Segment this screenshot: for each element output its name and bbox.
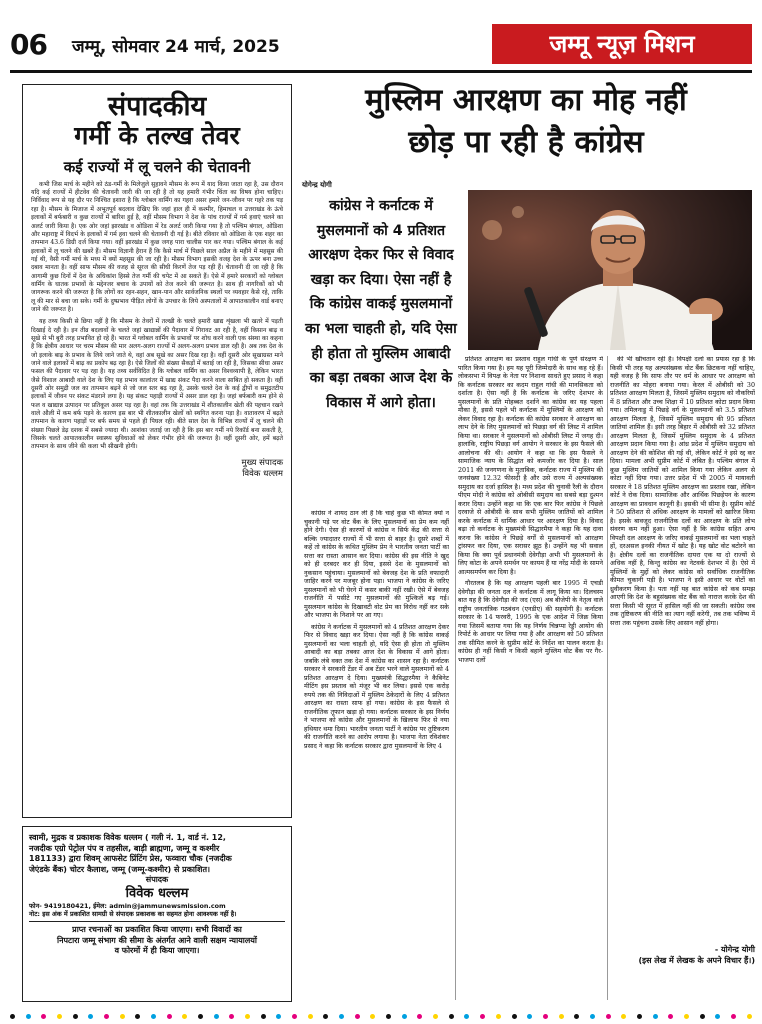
- registration-dot: [182, 1014, 187, 1019]
- registration-dot: [26, 1014, 31, 1019]
- registration-dot: [449, 1014, 454, 1019]
- registration-dot: [214, 1014, 219, 1019]
- registration-dot: [88, 1014, 93, 1019]
- registration-dot: [276, 1014, 281, 1019]
- registration-dot: [41, 1014, 46, 1019]
- article-column-2: [458, 356, 603, 1000]
- imprint-box: [22, 826, 292, 1002]
- photo-illustration: [468, 190, 752, 350]
- registration-dot: [402, 1014, 407, 1019]
- speaker-photo: [468, 190, 752, 350]
- editorial-body: [31, 181, 283, 452]
- registration-dot: [700, 1014, 705, 1019]
- imprint-divider: [29, 921, 285, 922]
- pull-quote: [302, 194, 460, 498]
- page-header: [10, 10, 752, 66]
- registration-dot: [527, 1014, 532, 1019]
- registration-dot: [417, 1014, 422, 1019]
- signature-role: मुख्य संपादक: [241, 457, 283, 468]
- column-divider: [455, 500, 456, 1000]
- registration-dot: [135, 1014, 140, 1019]
- header-rule: [10, 70, 752, 73]
- author-name: - योगेन्द्र योगी: [714, 945, 755, 954]
- imprint-line: जेएंडके बैंक) चोटर कैलाश, जम्मू (जम्मू-कश्मीर) से प्रकाशित।: [29, 864, 211, 874]
- registration-dot: [198, 1014, 203, 1019]
- edition-date: जम्मू, सोमवार 24 मार्च, 2025: [72, 37, 280, 57]
- article-paragraph: कांग्रेस ने शायद ठान ली है कि चाहे कुछ भी कीमत क्यों न चुकानी पड़े पर वोट बैंक के लिए मुसलमानों का प्रेम कम नहीं होने देगी। ऐसा ही कारणों से कांग्रेस न सिर्फ केंद्र की सत्ता से बल्कि ज्यादातर राज्यों में भी सत्ता से बाहर है। दूसरे शब्दों में कहें तो कांग्रेस के कथित मुस्लिम प्रेम ने भारतीय जनता पार्टी का सत्ता का रास्ता आसान कर दिया। कांग्रेस की इस नीति ने खुद को ही दरबदर कर ही दिया, इससे देश के मुसलमानों को नुकसान पहुंचाया। मुसलमानों को बेवजह देश के प्रति वफादारी जाहिर करने पर मजबूर होना पड़ा। भाजपा ने कांग्रेस के जरिए मुसलमानों को भी घेरने में कसर बाकी नहीं रखी। ऐसे में बेवजह राजनीति में पसीटे गए मुसलमानों की मुश्किलें बढ़ गई। मुसलमान कांग्रेस के दिखावटी वोट प्रेम का विरोध नहीं कर सके और भाजपा के निशाने पर आ गए।: [304, 510, 449, 619]
- editorial-section-title: संपादकीय: [107, 91, 207, 122]
- editorial-signature: [31, 458, 283, 480]
- registration-dot: [464, 1014, 469, 1019]
- masthead-brand: जम्मू न्यूज़ मिशन: [492, 24, 752, 64]
- registration-dot: [512, 1014, 517, 1019]
- registration-dot: [637, 1014, 642, 1019]
- editorial-box: [22, 84, 292, 818]
- registration-dot: [151, 1014, 156, 1019]
- registration-dot: [731, 1014, 736, 1019]
- registration-dot: [292, 1014, 297, 1019]
- pull-quote-text: कांग्रेस ने कर्नाटक में मुसलमानों को 4 प्रतिशत आरक्षण देकर फिर से विवाद खड़ा कर दिया। ऐसा नहीं है कि कांग्रेस वाकई मुसलमानों का भला चाहती हो, यदि ऐसा ही होता तो मुस्लिम आबादी का बड़ा तबका आज देश के विकास में आगे होता।: [305, 198, 457, 411]
- signature-name: विवेक धल्लम: [242, 468, 283, 479]
- registration-dot: [57, 1014, 62, 1019]
- imprint-line: 181133) द्वारा शिवम् आफसेट प्रिंटिंग प्रेस, फव्वारा चौक (नजदीक: [29, 854, 232, 863]
- registration-dot: [339, 1014, 344, 1019]
- article-byline: योगेन्द्र योगी: [302, 181, 332, 189]
- registration-dot: [480, 1014, 485, 1019]
- article-headline: [300, 80, 752, 164]
- article-paragraph: की भी खींचतान रही है। विपक्षी दलों का प्रयास रहा है कि किसी भी तरह यह अल्पसंख्यक वोट बैंक छिटकना नहीं चाहिए, यही वजह है कि साफ तौर पर धर्म के आधार पर आरक्षण को राजनीति का मोहरा बनाया गया। केरल में ओबीसी को 30 प्रतिशत आरक्षण मिलता है, जिसमें मुस्लिम समुदाय को नौकरियों में 8 प्रतिशत और उच्च शिक्षा में 10 प्रतिशत कोटा प्रदान किया गया। तमिलनाडु में पिछड़े वर्ग के मुसलमानों को 3.5 प्रतिशत आरक्षण मिलता है, जिसमें मुस्लिम समुदाय की 95 प्रतिशत जातियां शामिल हैं। इसी तरह बिहार में ओबीसी को 32 प्रतिशत आरक्षण मिलता है, जिसमें मुस्लिम समुदाय के 4 प्रतिशत आरक्षण प्रदान किया गया है। आंध्र प्रदेश में मुस्लिम समुदाय को आरक्षण देने की कोशिश की गई थी, लेकिन कोर्ट ने इसे रद्द कर दिया। मामला अभी सुप्रीम कोर्ट में लंबित है। पश्चिम बंगाल में कुछ मुस्लिम जातियों को शामिल किया गया लेकिन अलग से कोटा नहीं दिया गया। उत्तर प्रदेश में भी 2005 में मायावती सरकार ने 18 प्रतिशत मुस्लिम आरक्षण का प्रस्ताव रखा, लेकिन कोर्ट ने रोक दिया। सामाजिक और आर्थिक पिछड़ेपन के कारण आरक्षण का प्रावधान कानूनी है। इसकी भी सीमा है। सुप्रीम कोर्ट ने 50 प्रतिशत से अधिक आरक्षण के मामलों को खारिज किया है। इसके बावजूद राजनीतिक दलों का आरक्षण के प्रति लोभ संवरण कम नहीं हुआ। ऐसा नहीं है कि कांग्रेस सहित अन्य विपक्षी दल आरक्षण के जरिए वाकई मुसलमानों का भला चाहते हों, दरअसल इनकी नीयत में खोट है। यह खोट वोट बटोरने का है। क्षेत्रीय दलों का राजनीतिक दायरा एक या दो राज्यों से अधिक नहीं है, किन्तु कांग्रेस का नेटवर्क देशभर में है। ऐसे में मुस्लिमों के मुद्दों को लेकर कांग्रेस को सर्वाधिक राजनीतिक कीमत चुकानी पड़ी है। भाजपा ने इसी आधार पर वोटों का ध्रुवीकरण किया है। पता नहीं यह बात कांग्रेस को कब समझ आएगी कि देश के बहुसंख्यक वोट बैंक को नाराज करके देश की सत्ता किसी भी सूरत में हासिल नहीं की जा सकती। कांग्रेस जब तक तुष्टिकरण की नीति का त्याग नहीं करेगी, तब तक भविष्य में सत्ता तक पहुंचना उसके लिए आसान नहीं होगा।: [610, 356, 755, 627]
- page-number: 06: [10, 28, 47, 61]
- registration-dot: [261, 1014, 266, 1019]
- registration-dot: [104, 1014, 109, 1019]
- imprint-line: नजदीक एग्रो पेट्रोल पंप व तहसील, बाड़ी ब्राह्मणा, जम्मू व कश्मीर: [29, 843, 220, 853]
- author-note: (इस लेख में लेखक के अपने विचार हैं।): [638, 956, 755, 965]
- imprint-disclaimer: निपटारा जम्मू संभाग की सीमा के अंतर्गत आने वाली सक्षम न्यायालयों: [57, 935, 257, 945]
- headline-line: छोड़ पा रही है कांग्रेस: [408, 125, 644, 160]
- registration-dot: [433, 1014, 438, 1019]
- article-paragraph: कांग्रेस ने कर्नाटक में मुसलमानों को 4 प्रतिशत आरक्षण देकर फिर से विवाद खड़ा कर दिया। ऐसा नहीं है कि कांग्रेस वाकई मुसलमानों का भला चाहती हो, यदि ऐसा ही होता तो मुस्लिम आबादी का बड़ा तबका आज देश के विकास में आगे होता। जबकि लंबे वक्त तक देश में कांग्रेस का शासन रहा है। कर्नाटक सरकार ने सरकारी टेंडर में अब टेंडर भरने वाले मुसलमानों को 4 प्रतिशत आरक्षण दे दिया। मुख्यमंत्री सिद्धारमैया ने कैबिनेट मीटिंग इस प्रस्ताव को मंजूर भी कर लिया। इससे एक करोड़ रुपये तक की निविदाओं में मुस्लिम ठेकेदारों के लिए 4 प्रतिशत आरक्षण का रास्ता साफ हो गया। कांग्रेस के इस फैसले से राजनीतिक तूफान खड़ा हो गया। कर्नाटक सरकार के इस निर्णय ने भाजपा को कांग्रेस और मुसलमानों के खिलाफ फिर से नया हथियार थमा दिया। भारतीय जनता पार्टी ने कांग्रेस पर तुष्टिकरण की राजनीति करने का आरोप लगाया है। भाजपा नेता रविशंकर प्रसाद ने कहा कि कर्नाटक सरकार द्वारा मुसलमानों के लिए 4: [304, 623, 449, 750]
- imprint-line: स्वामी, मुद्रक व प्रकाशक विवेक धल्लम ( गली नं. 1, वार्ड नं. 12,: [29, 833, 226, 842]
- registration-bar: [10, 1013, 752, 1019]
- registration-dot: [73, 1014, 78, 1019]
- article-paragraph: प्रतिशत आरक्षण का प्रस्ताव राहुल गांधी के पूर्ण संरक्षण में पारित किया गया है। हम यह पूरी जिम्मेदारी के साथ कह रहे हैं। लोकसभा में विपक्ष के नेता पर निशाना साधते हुए प्रसाद ने कहा कि कर्नाटक सरकार का कदम राहुल गांधी की मानसिकता को दर्शाता है। ऐसा नहीं है कि कर्नाटक के जरिए देशभर के मुसलमानों के प्रति मोहब्बत दर्शाने का कांग्रेस का यह पहला मौका है, इससे पहले भी कर्नाटक में मुस्लिमों के आरक्षण को लेकर विवाद रहा है। कर्नाटक की कांग्रेस सरकार ने आरक्षण का लाभ देने के लिए मुसलमानों को पिछड़ा वर्ग की लिस्ट में शामिल किया था। सरकार ने मुसलमानों को ओबीसी लिस्ट में जगह दी। हालांकि, राष्ट्रीय पिछड़ा वर्ग आयोग ने सरकार के इस फैसले की आलोचना की थी। आयोग ने कहा था कि इस फैसले ने सामाजिक न्याय के सिद्धांत को कमजोर कर दिया है। साल 2011 की जनगणना के मुताबिक, कर्नाटक राज्य में मुस्लिम की जनसंख्या 12.32 फीसदी है और उसे राज्य में अल्पसंख्यक समुदाय का दर्जा हासिल है। मध्य प्रदेश की चुनावी रैली के दौरान पीएम मोदी ने कांग्रेस को ओबीसी समुदाय का सबसे बड़ा दुश्मन करार दिया। उन्होंने कहा था कि एक बार फिर कांग्रेस ने पिछले दरवाजे से ओबीसी के साथ सभी मुस्लिम जातियों को शामिल करके कर्नाटक में धार्मिक आधार पर आरक्षण दिया है। विवाद बढ़ा तो कर्नाटक के मुख्यमंत्री सिद्धारमैया ने कहा कि यह दावा करना कि कांग्रेस ने पिछड़े वर्गों से मुसलमानों को आरक्षण ट्रांसफर कर दिया, एक सरासर झूठ है। उन्होंने यह भी सवाल किया कि क्या पूर्व प्रधानमंत्री देवेगौड़ा अभी भी मुसलमानों के लिए कोटा के अपने समर्थन पर कायम हैं या नरेंद्र मोदी के सामने आत्मसमर्पण कर दिया है।: [458, 356, 603, 576]
- registration-dot: [543, 1014, 548, 1019]
- registration-dot: [229, 1014, 234, 1019]
- column-divider: [607, 356, 608, 1000]
- registration-dot: [590, 1014, 595, 1019]
- article-column-1: [304, 510, 449, 1000]
- registration-dot: [684, 1014, 689, 1019]
- article-column-3: [610, 356, 755, 938]
- registration-dot: [621, 1014, 626, 1019]
- registration-dot: [386, 1014, 391, 1019]
- registration-dot: [668, 1014, 673, 1019]
- registration-dot: [559, 1014, 564, 1019]
- imprint-contact: फोन- 9419180421, ईमेल: admin@jammunewsmission.com: [29, 901, 226, 910]
- registration-dot: [120, 1014, 125, 1019]
- registration-dot: [10, 1014, 15, 1019]
- registration-dot: [323, 1014, 328, 1019]
- headline-line: मुस्लिम आरक्षण का मोह नहीं: [365, 83, 687, 118]
- registration-dot: [496, 1014, 501, 1019]
- imprint-editor-name: विवेक धल्लम: [125, 885, 189, 901]
- editorial-paragraph: कभी जिस मार्च के महीने को ठंड-गर्मी के मिलेजुले सुहावने मौसम के रूप में याद किया जाता रहा है, उस दौरान यदि कई राज्यों में हीटवेव की चेतावनी जारी की जा रही है तो यह हमारी गंभीर चिंता का विषय होना चाहिए। निर्विवाद रूप से यह दौर पर निश्चित इशारा है कि ग्लोबल वार्मिंग का गहरा असर हमारे जन-जीवन पर गहरे तक पड़ रहा है। मौसम के मिजाज में अभूतपूर्व बदलाव देखिए कि जहां हाल ही में कश्मीर, हिमाचल व उत्तराखंड के ऊंचे इलाकों में बर्फबारी व कुछ राज्यों में बारिश हुई है, वहीं मौसम विभाग ने देश के पांच राज्यों में गर्म हवाएं चलने का अलर्ट जारी किया है। एक ओर जहां झारखंड व ओडिशा में रेड अलर्ट जारी किया गया है तो पश्चिम बंगाल, ओडिशा और महाराष्ट्र में विदर्भ के इलाकों में गर्म हवा चलने की चेतावनी दी गई है। बीते रविवार को ओडिशा के एक शहर का तापमान 43.6 डिग्री दर्ज किया गया। वहीं झारखंड में कुछ जगह पारा चालीस पार कर गया। पश्चिम बंगाल के कई इलाकों में लू चलने की खबरें हैं। मौसम विज्ञानी हैरान हैं कि कैसे मार्च में पिछले साल अप्रैल के महीने में महसूस की गई थी, वैसी गर्मी मार्च के मध्य में क्यों महसूस की जा रही है। मौसम विभाग इसकी वजह देश के ऊपर बना उच्च दबाव मानता है। वहीं साफ मौसम की वजह से सूरज की सीधी किरणें तेज पड़ रही हैं। चेतावनी दी जा रही है कि आगामी कुछ दिनों में देश के अधिकांश हिस्से तेज गर्मी की चपेट में आ सकते हैं। ऐसे में हमारे सरकारों को ग्लोबल वार्मिंग के घातक प्रभावों के मद्देनजर बचाव के उपायों को तेज करने की जरूरत है। साथ ही नागरिकों को भी जागरूक करने की जरूरत है कि लोगों का रहन-सहन, खान-पान और सार्वजनिक स्थलों पर व्यवहार कैसे रहे, ताकि लू की मार से बचा जा सके। गर्मी के दुष्प्रभाव पीड़ित लोगों के उपचार के लिये अस्पतालों में आपातकालीन वार्ड बनाए जाने की जरूरत है।: [31, 180, 283, 313]
- imprint-disclaimer: व फोरमों में ही किया जाएगा।: [114, 946, 200, 956]
- registration-dot: [715, 1014, 720, 1019]
- registration-dot: [245, 1014, 250, 1019]
- registration-dot: [606, 1014, 611, 1019]
- registration-dot: [574, 1014, 579, 1019]
- registration-dot: [747, 1014, 752, 1019]
- editorial-paragraph: यह तथ्य किसी से छिपा नहीं है कि मौसम के तेवरों में तल्खी के चलते हमारी खाद्य शृंखला भी खतरे में पड़ती दिखाई दे रही है। इन तीव्र बदलावों के चलते जहां खाद्यान्नों की पैदावार में गिरावट आ रही है, वहीं किसान बाढ़ व सूखे से भी बुरी तरह प्रभावित हो रहे हैं। भारत में ग्लोबल वार्मिंग के प्रभावों पर शोध करने वाली एक संस्था का कहना है कि क्षेत्रीय आधार पर चरम मौसम की मार अलग-अलग राज्यों में अलग-अलग प्रभाव डाल रही है। अब तक देश के जो इलाके बाढ़ के प्रभाव के लिये जाने जाते थे, वहां अब सूखे का असर दिख रहा है। वहीं दूसरी ओर सूखाग्रस्त माने जाने वाले इलाकों में बाढ़ का प्रकोप बढ़ रहा है। ऐसे जिलों की संख्या सैकड़ों में बताई जा रही है, जिसका सीधा असर फसल की पैदावार पर पड़ रहा है। यह तथ्य सर्वविदित है कि ग्लोबल वार्मिंग का असर विश्वव्यापी है, लेकिन भारत जैसे विशाल आबादी वाले देश के लिए यह प्रभाव कालांतर में खाद्य संकट पैदा करने वाला साबित हो सकता है। वहीं दूसरी ओर समुद्री जल का तापमान बढ़ने से जो जल स्तर बढ़ रहा है, उसके चलते देश के कई द्वीपों व समुद्रतटीय इलाकों में जीवन पर संकट मंडराने लगा है। यह संकट पहाड़ी राज्यों में असर डाल रहा है। जहां बर्फबारी कम होने से फल व खाद्यान्न उत्पादन पर प्रतिकूल असर पड़ रहा है। वहां तक कि उत्तराखंड में शीतकालीन खेती की पहचान रखने वाले औली में कम बर्फ पड़ने के कारण इस बार भी शीतकालीन खेलों को स्थगित करना पड़ा है। वातावरण में बढ़ते तापमान के कारण पहाड़ों पर बर्फ समय से पहले ही पिघल रही। बीते साल देश के विभिन्न राज्यों में लू चलने की संख्या पिछले डेढ़ दशक में सबसे ज्यादा थी। आशंका जताई जा रही है कि इस बार गर्मी नये रिकॉर्ड बना सकती है, जिसके चलते आपातकालीन स्वास्थ्य सुविधाओं को लेकर गंभीर होने की जरूरत है। वहीं दूसरी ओर, हमें बढ़ते तापमान के साथ जीने की कला भी सीखनी होगी।: [31, 318, 284, 451]
- editorial-headline: गर्मी के तल्ख तेवर: [74, 121, 240, 151]
- registration-dot: [167, 1014, 172, 1019]
- registration-dot: [355, 1014, 360, 1019]
- imprint-editor-label: संपादक: [145, 875, 169, 884]
- registration-dot: [308, 1014, 313, 1019]
- editorial-subhead: कई राज्यों में लू चलने की चेतावनी: [63, 157, 251, 176]
- article-paragraph: गौरतलब है कि यह आरक्षण पहली बार 1995 में एचडी देवेगौड़ा की जनता दल ने कर्नाटक में लागू किया था। दिलचस्प बात यह है कि देवेगौड़ा की जद (एस) अब बीजेपी के नेतृत्व वाले राष्ट्रीय जनतांत्रिक गठबंधन (एनडीए) की सहयोगी है। कर्नाटक सरकार के 14 फरवरी, 1995 के एक आदेश में जिक्र किया गया जिसमें बताया गया कि यह निर्णय चिन्नप्पा रेड्डी आयोग की रिपोर्ट के आधार पर लिया गया है और आरक्षण को 50 प्रतिशत तक सीमित करने के सुप्रीम कोर्ट के निर्देश का पालन करता है। कांग्रेस ही नहीं किसी न किसी बहाने मुस्लिम वोट बैंक पर गैर-भाजपा दलों: [458, 580, 603, 664]
- registration-dot: [370, 1014, 375, 1019]
- imprint-note: नोट: इस अंक में प्रकाशित सामग्री से संपादक प्रकाशक का सहमत होना आवश्यक नहीं है।: [29, 909, 237, 918]
- imprint-disclaimer: प्राप्त रचनाओं का प्रकाशित किया जाएगा। सभी विवादों का: [72, 925, 242, 935]
- author-credit: [610, 944, 755, 966]
- registration-dot: [653, 1014, 658, 1019]
